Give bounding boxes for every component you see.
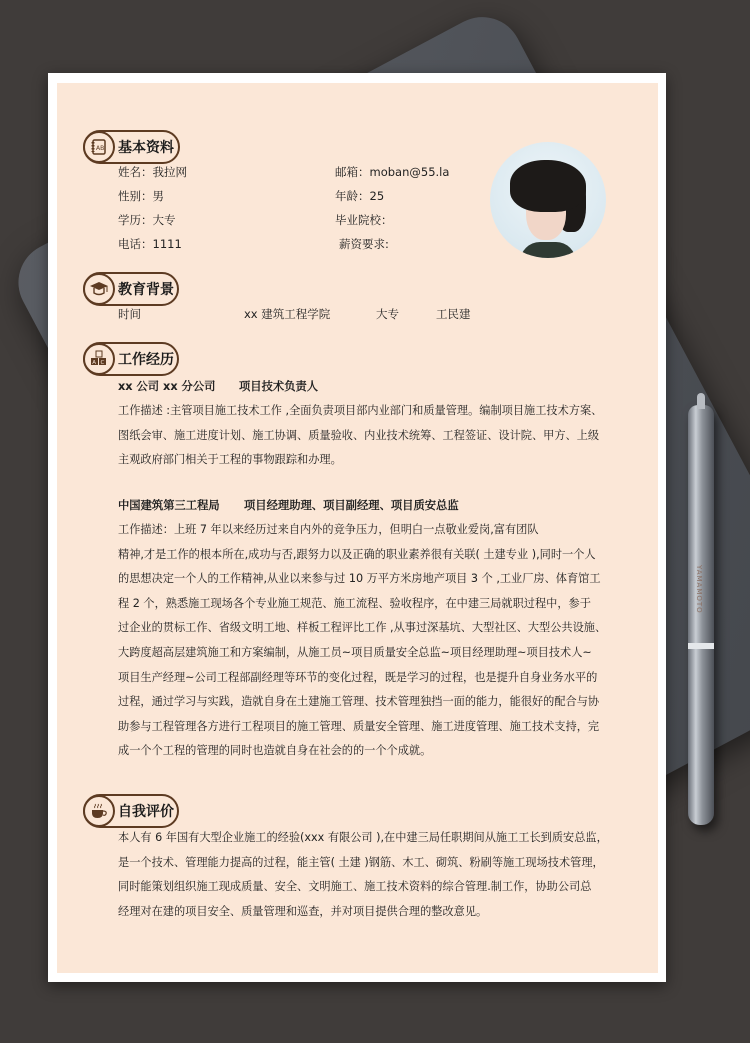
job-position: 项目经理助理、项目副经理、项目质安总监 <box>244 499 459 512</box>
field-name: 姓名：我拉网 <box>118 165 187 179</box>
job-description: 工作描述 :主管项目施工技术工作 ,全面负责项目部内业部门和质量管理。编制项目施工技术方案、 图纸会审、施工进度计划、施工协调、质量验收、内业技术统筹、工程签证、设计院、甲方、上级 主观政府部门相关于工程的事物跟踪和办理。 <box>118 404 603 467</box>
field-phone: 电话：1111 <box>118 237 182 251</box>
section-title: 教育背景 <box>118 282 174 298</box>
field-gender: 性别：男 <box>118 189 164 203</box>
resume-content <box>57 83 658 973</box>
coffee-cup-icon <box>83 795 115 827</box>
section-header-self <box>83 794 179 828</box>
edu-time: 时间 <box>118 307 141 321</box>
section-title: 自我评价 <box>118 804 174 820</box>
section-title: 基本资料 <box>118 140 174 156</box>
field-email: 邮箱：moban@55.la <box>335 165 450 179</box>
field-salary: 薪资要求: <box>339 237 389 251</box>
job-company: xx 公司 xx 分公司 <box>118 380 216 393</box>
background-pen <box>688 405 714 825</box>
pen-tip <box>697 393 705 409</box>
avatar-photo <box>490 142 606 258</box>
svg-text:C: C <box>100 360 105 366</box>
field-education: 学历：大专 <box>118 213 176 227</box>
svg-text:A: A <box>92 360 97 366</box>
svg-text:AB: AB <box>96 145 105 152</box>
pen-band <box>688 643 714 649</box>
section-header-basic <box>83 130 180 164</box>
self-evaluation-text: 本人有 6 年国有大型企业施工的经验(xxx 有限公司 ),在中建三局任职期间从施工工长到质安总监， 是一个技术、管理能力提高的过程，能主管( 土建 )钢筋、木工、砌筑、粉刷等施工现场技术管理， 同时能策划组织施工现成质量、安全、文明施工、施工技术资料的综合管理.制工作，协助公司总 经理对在建的项目安全、质量管理和巡查，并对项目提供合理的整改意见。 <box>118 831 608 918</box>
section-header-work <box>83 342 179 376</box>
resume-paper <box>48 73 666 982</box>
job-description: 工作描述：上班 7 年以来经历过来自内外的竞争压力，但明白一点敬业爱岗,富有团队 精神,才是工作的根本所在,成功与否,跟努力以及正确的职业素养很有关联( 土建专业 ),同时一个人 的思想决定一个人的工作精神,从业以来参与过 10 万平方米房地产项目 3 个 ,工业厂房、体育馆工 程 2 个，熟悉施工现场各个专业施工规范、施工流程、验收程序，在中建三局就职过程中，参于 过企业的贯标工作、省级文明工地、样板工程评比工作 ,从事过深基坑、大型社区、大型公共设施、 大跨度超高层建筑施工和方案编制，从施工员~项目质量安全总监~项目经理助理~项目技术人~ 项目生产经理~公司工程部副经理等环节的变化过程，既是学习的过程，也是提升自身业务水平的 过程，通过学习与实践，造就自身在土建施工管理、技术管理独挡一面的能力，能很好的配合与协 助参与工程管理各方进行工程项目的施工管理、质量安全管理、施工进度管理、施工技术支持，完 成一个个工程的管理的同时也造就自身在社会的的一个个成就。 <box>118 523 607 758</box>
graduation-cap-icon <box>83 273 115 305</box>
field-school: 毕业院校： <box>335 213 393 227</box>
field-age: 年龄：25 <box>335 189 385 203</box>
abc-blocks-icon <box>83 343 115 375</box>
edu-degree: 大专 <box>376 307 399 321</box>
edu-major: 工民建 <box>436 307 471 321</box>
section-header-education <box>83 272 179 306</box>
job-company: 中国建筑第三工程局 <box>118 499 220 512</box>
edu-school: xx 建筑工程学院 <box>244 307 331 321</box>
section-title: 工作经历 <box>118 352 174 368</box>
address-book-icon <box>83 131 115 163</box>
pen-brand: YAMAMOTO <box>695 565 703 614</box>
job-position: 项目技术负责人 <box>239 380 319 393</box>
